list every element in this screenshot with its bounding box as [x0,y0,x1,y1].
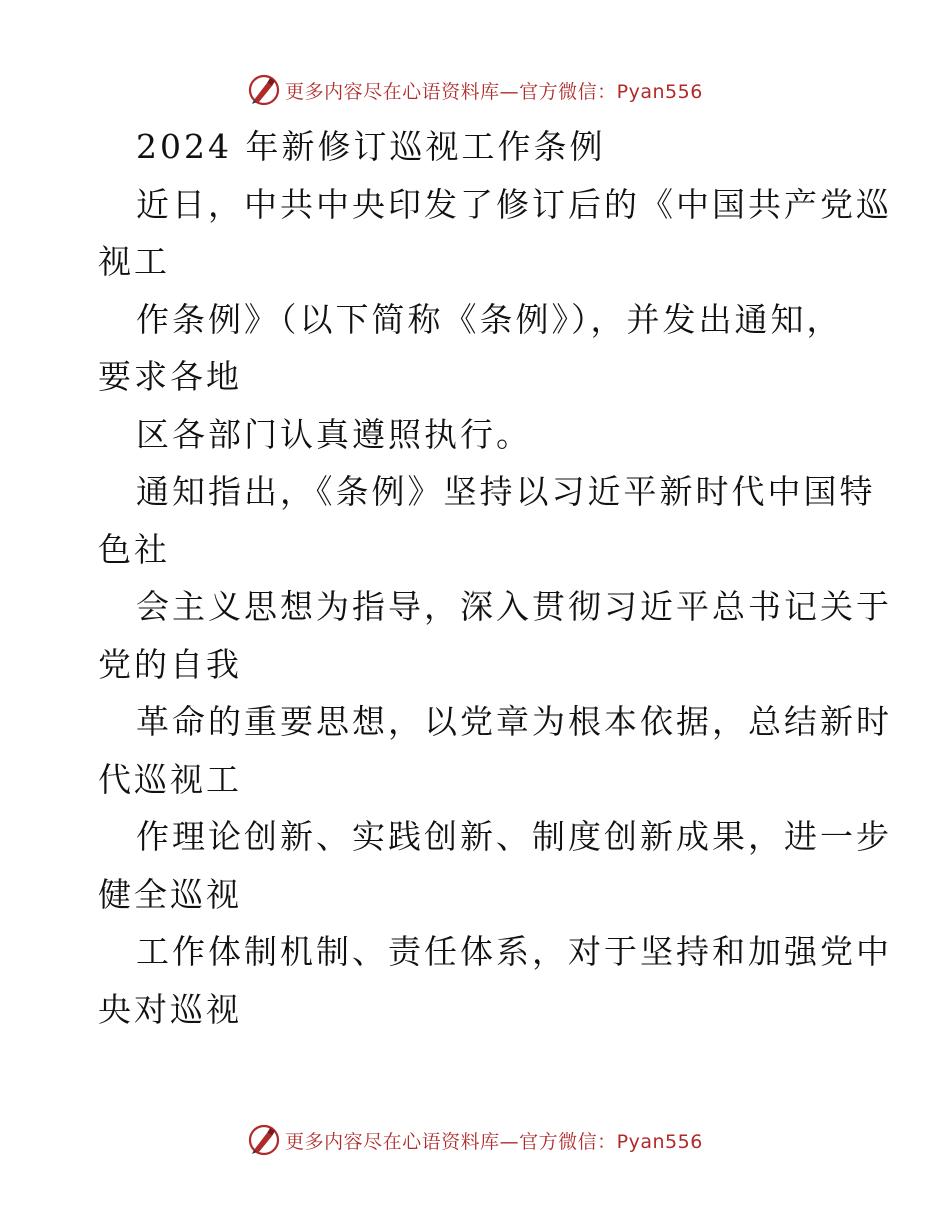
text-line: 色社 [98,529,170,569]
pen-logo-icon [247,73,281,107]
footer-banner [0,1120,950,1160]
pen-logo-icon [247,1123,281,1157]
text-line: 央对巡视 [98,989,242,1029]
text-line: 2024 年新修订巡视工作条例 [136,127,606,166]
text-line: 作条例》（以下简称《条例》），并发出通知， [136,299,843,339]
text-line: 代巡视工 [98,759,242,799]
text-line: 视工 [98,242,170,281]
header-banner-text: 更多内容尽在心语资料库—官方微信：Pyan556 [285,80,703,103]
text-line: 近日，中共中央印发了修订后的《中国共产党巡 [136,184,892,224]
document-body [98,118,892,1038]
text-line: 通知指出，《条例》坚持以习近平新时代中国特 [136,472,876,511]
text-line: 作理论创新、实践创新、制度创新成果，进一步 [136,817,892,856]
text-line: 要求各地 [98,357,242,396]
text-line: 党的自我 [98,644,242,684]
header-banner [0,70,950,110]
text-line: 区各部门认真遵照执行。 [136,414,532,454]
text-line: 会主义思想为指导，深入贯彻习近平总书记关于 [136,587,892,626]
text-line: 健全巡视 [98,874,242,914]
text-line: 革命的重要思想，以党章为根本依据，总结新时 [136,702,892,741]
text-line: 工作体制机制、责任体系，对于坚持和加强党中 [136,932,892,971]
footer-banner-text: 更多内容尽在心语资料库—官方微信：Pyan556 [285,1130,703,1153]
